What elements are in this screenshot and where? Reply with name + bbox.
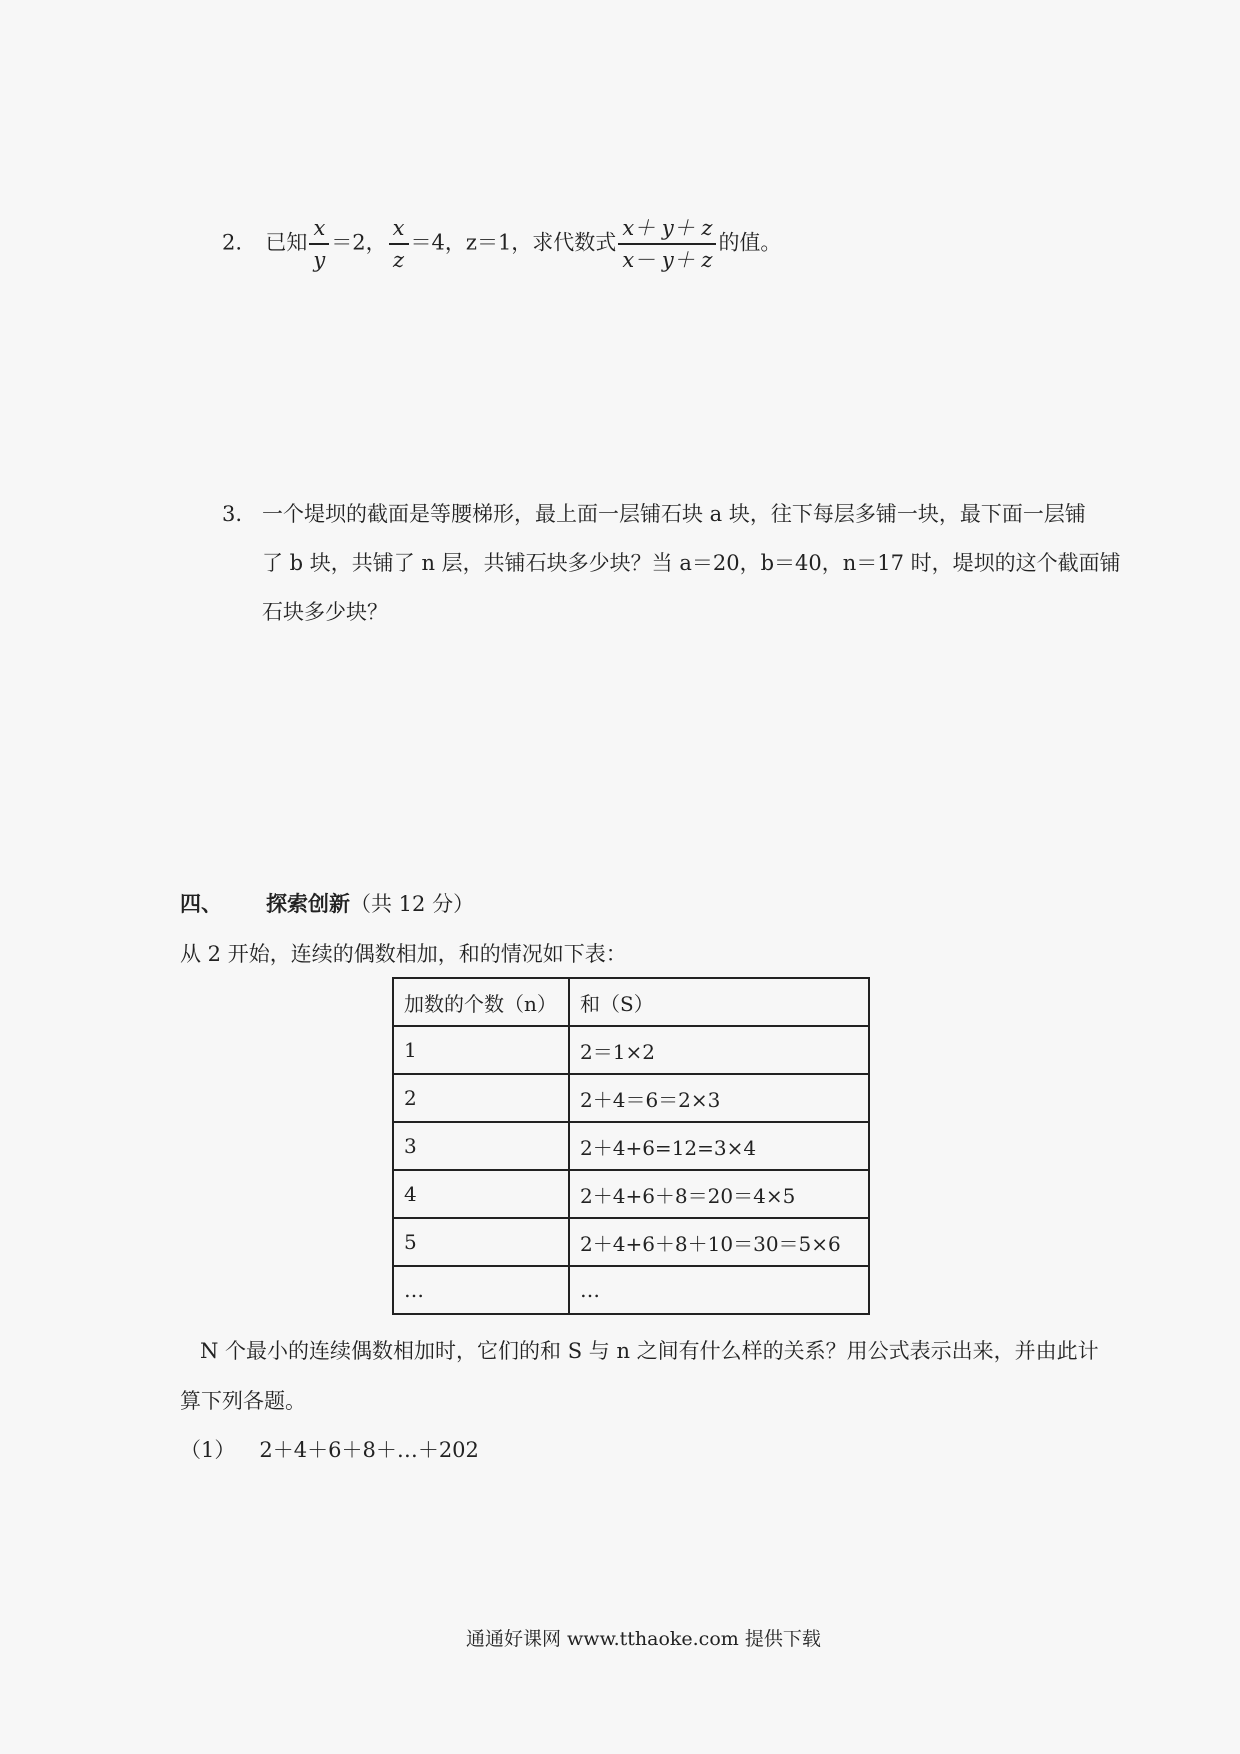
question-3-line-3: 石块多少块？: [262, 600, 388, 624]
question-2-suffix: 的值。: [718, 230, 782, 255]
question-2: [222, 215, 781, 273]
table-cell-n: 1: [393, 1026, 569, 1074]
table-cell-s: 2＋4+6＋8＋10＝30＝5×6: [569, 1218, 869, 1266]
table-cell-n: 2: [393, 1074, 569, 1122]
fraction-denominator: z: [393, 248, 405, 272]
question-2-prefix: 已知: [265, 230, 308, 255]
page-footer: 通通好课网 www.tthaoke.com 提供下载: [466, 1628, 821, 1650]
table-row: [393, 1074, 869, 1122]
fraction-numerator: x: [389, 215, 409, 245]
table-cell-n: 4: [393, 1170, 569, 1218]
section-4-number: 四、: [180, 891, 222, 916]
section-4-intro: 从 2 开始，连续的偶数相加，和的情况如下表：: [180, 942, 627, 966]
table-row: [393, 1122, 869, 1170]
question-3-number: 3.: [222, 502, 243, 526]
section-4-title: 探索创新: [266, 891, 350, 916]
fraction-x-over-y: [309, 215, 329, 273]
table-cell-s: 2＝1×2: [569, 1026, 869, 1074]
table-header-s: 和（S）: [569, 978, 869, 1026]
fraction-numerator: x＋ y＋ z: [618, 215, 716, 245]
section-4-heading: [266, 889, 474, 919]
table-cell-s: 2＋4＝6＝2×3: [569, 1074, 869, 1122]
sub-question-1-label: （1）: [180, 1438, 236, 1462]
fraction-denominator: y: [313, 248, 326, 272]
sub-question-1: [180, 1435, 479, 1465]
table-header-row: [393, 978, 869, 1026]
table-cell-n: 5: [393, 1218, 569, 1266]
even-sum-table: [392, 977, 870, 1315]
fraction-numerator: x: [309, 215, 329, 245]
fraction-x-over-z: [389, 215, 409, 273]
table-cell-s: 2＋4+6＋8＝20＝4×5: [569, 1170, 869, 1218]
fraction-expression: [618, 215, 716, 273]
section-4-question-line-2: 算下列各题。: [180, 1389, 306, 1413]
question-3-line-1: 一个堤坝的截面是等腰梯形，最上面一层铺石块 a 块，往下每层多铺一块，最下面一层铺: [262, 502, 1086, 526]
section-4-points: （共 12 分）: [350, 892, 475, 916]
table-cell-s: 2＋4+6=12=3×4: [569, 1122, 869, 1170]
table-row: [393, 1218, 869, 1266]
table-row: [393, 1266, 869, 1314]
table-cell-s: …: [569, 1266, 869, 1314]
fraction-denominator: x－ y＋ z: [622, 248, 713, 272]
section-4-question-line-1: N 个最小的连续偶数相加时，它们的和 S 与 n 之间有什么样的关系？用公式表示出来，并由此计: [200, 1339, 1099, 1363]
question-2-eq1: ＝2，: [331, 230, 387, 255]
question-2-number: 2.: [222, 230, 243, 255]
sub-question-1-expression: 2＋4＋6＋8＋…＋202: [259, 1438, 479, 1462]
question-2-eq2: ＝4，z＝1，求代数式: [410, 230, 617, 255]
table-header-n: 加数的个数（n）: [393, 978, 569, 1026]
table-cell-n: 3: [393, 1122, 569, 1170]
table-row: [393, 1170, 869, 1218]
question-3-line-2: 了 b 块，共铺了 n 层，共铺石块多少块？当 a＝20，b＝40，n＝17 时，堤坝的这个截面铺: [262, 551, 1121, 575]
table-cell-n: …: [393, 1266, 569, 1314]
table-row: [393, 1026, 869, 1074]
